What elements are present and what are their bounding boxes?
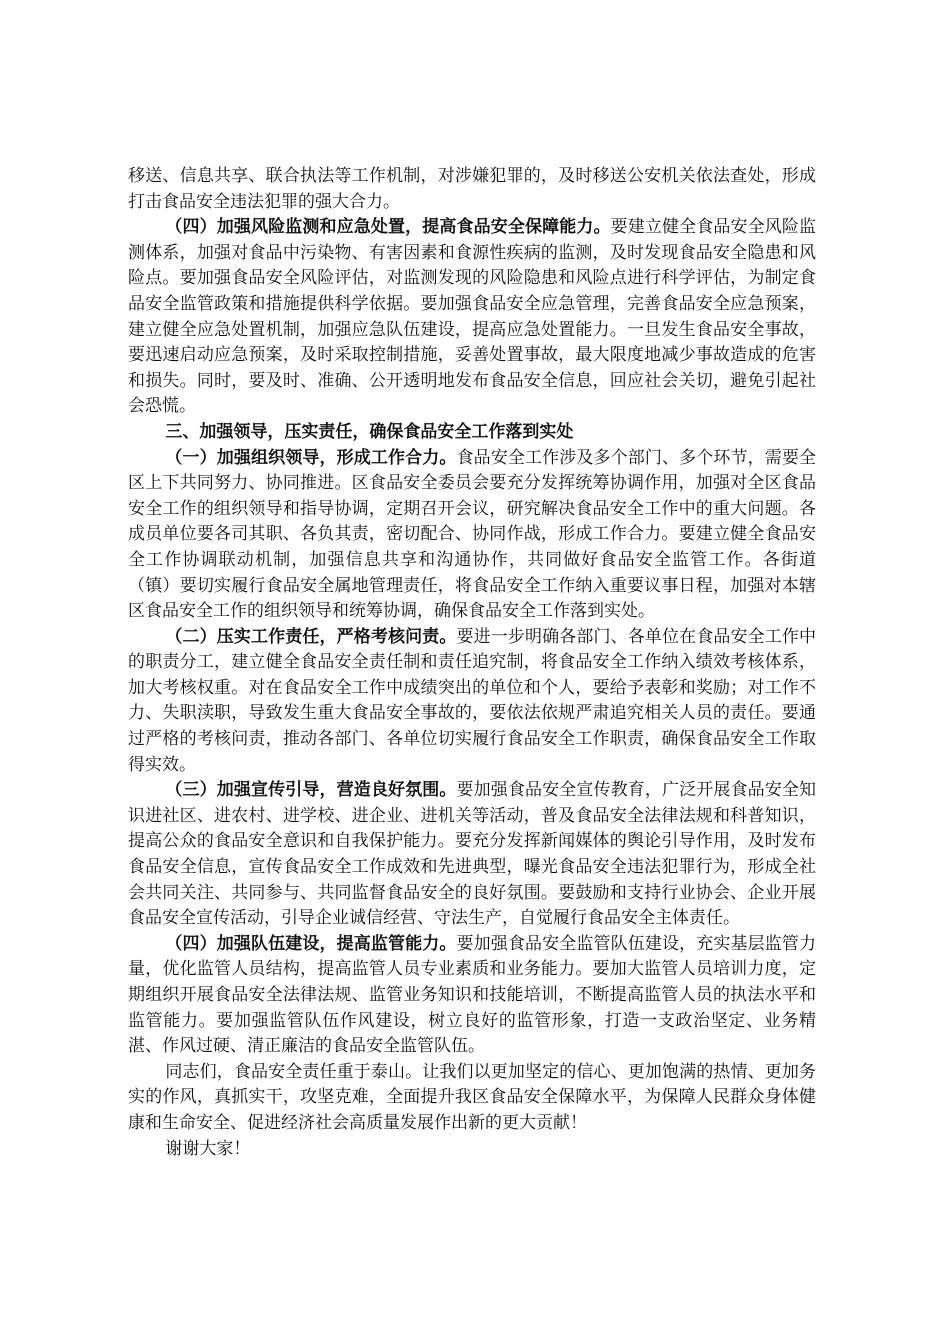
paragraph-responsibility [128,625,816,779]
paragraph-publicity [128,778,816,932]
paragraph-lead-team-building: （四）加强队伍建设，提高监管能力。 [165,933,457,954]
paragraph-risk-monitoring [128,215,816,420]
paragraph-lead-risk-monitoring: （四）加强风险监测和应急处置，提高食品安全保障能力。 [165,217,611,238]
paragraph-lead-responsibility: （二）压实工作责任，严格考核问责。 [165,626,457,647]
paragraph-thanks: 谢谢大家！ [165,1138,251,1159]
paragraph-body-team-building: 要加强食品安全监管队伍建设，充实基层监管力量，优化监管人员结构，提高监管人员专业素质和业务能力。要加大监管人员培训力度，定期组织开展食品安全法律法规、监管业务知识和技能培训，不断提高监管人员的执法水平和监管能力。要加强监管队伍作风建设，树立良好的监管形象，打造一支政治坚定、业务精湛、作风过硬、清正廉洁的食品安全监管队伍。 [128,933,817,1057]
paragraph-lead-publicity: （三）加强宣传引导，营造良好氛围。 [165,780,457,801]
paragraph-organization [128,446,816,625]
paragraph-lead-organization: （一）加强组织领导，形成工作合力。 [165,447,457,468]
section-heading-leadership: 三、加强领导，压实责任，确保食品安全工作落到实处 [165,421,574,442]
document-body [128,164,816,1162]
paragraph-closing: 同志们，食品安全责任重于泰山。让我们以更加坚定的信心、更加饱满的热情、更加务实的作风，真抓实干，攻坚克难，全面提升我区食品安全保障水平，为保障人民群众身体健康和生命安全、促进经济社会高质量发展作出新的更大贡献！ [128,1061,816,1133]
paragraph-body-organization: 食品安全工作涉及多个部门、多个环节，需要全区上下共同努力、协同推进。区食品安全委员会要充分发挥统筹协调作用，加强对全区食品安全工作的组织领导和指导协调，定期召开会议，研究解决食品安全工作中的重大问题。各成员单位要各司其职、各负其责，密切配合、协同作战，形成工作合力。要建立健全食品安全工作协调联动机制，加强信息共享和沟通协作，共同做好食品安全监管工作。各街道（镇）要切实履行食品安全属地管理责任，将食品安全工作纳入重要议事日程，加强对本辖区食品安全工作的组织领导和统筹协调，确保食品安全工作落到实处。 [128,447,817,622]
paragraph-continuation: 移送、信息共享、联合执法等工作机制，对涉嫌犯罪的，及时移送公安机关依法查处，形成打击食品安全违法犯罪的强大合力。 [128,166,816,212]
paragraph-team-building [128,932,816,1060]
paragraph-body-responsibility: 要进一步明确各部门、各单位在食品安全工作中的职责分工，建立健全食品安全责任制和责任追究制，将食品安全工作纳入绩效考核体系，加大考核权重。对在食品安全工作中成绩突出的单位和个人，要给予表彰和奖励；对工作不力、失职渎职，导致发生重大食品安全事故的，要依法依规严肃追究相关人员的责任。要通过严格的考核问责，推动各部门、各单位切实履行食品安全工作职责，确保食品安全工作取得实效。 [128,626,817,775]
paragraph-body-publicity: 要加强食品安全宣传教育，广泛开展食品安全知识进社区、进农村、进学校、进企业、进机关等活动，普及食品安全法律法规和科普知识，提高公众的食品安全意识和自我保护能力。要充分发挥新闻媒体的舆论引导作用，及时发布食品安全信息，宣传食品安全工作成效和先进典型，曝光食品安全违法犯罪行为，形成全社会共同关注、共同参与、共同监督食品安全的良好氛围。要鼓励和支持行业协会、企业开展食品安全宣传活动，引导企业诚信经营、守法生产，自觉履行食品安全主体责任。 [128,780,817,929]
paragraph-body-risk-monitoring: 要建立健全食品安全风险监测体系，加强对食品中污染物、有害因素和食源性疾病的监测，及时发现食品安全隐患和风险点。要加强食品安全风险评估，对监测发现的风险隐患和风险点进行科学评估，为制定食品安全监管政策和措施提供科学依据。要加强食品安全应急管理，完善食品安全应急预案，建立健全应急处置机制，加强应急队伍建设，提高应急处置能力。一旦发生食品安全事故，要迅速启动应急预案，及时采取控制措施，妥善处置事故，最大限度地减少事故造成的危害和损失。同时，要及时、准确、公开透明地发布食品安全信息，回应社会关切，避免引起社会恐慌。 [128,217,817,417]
